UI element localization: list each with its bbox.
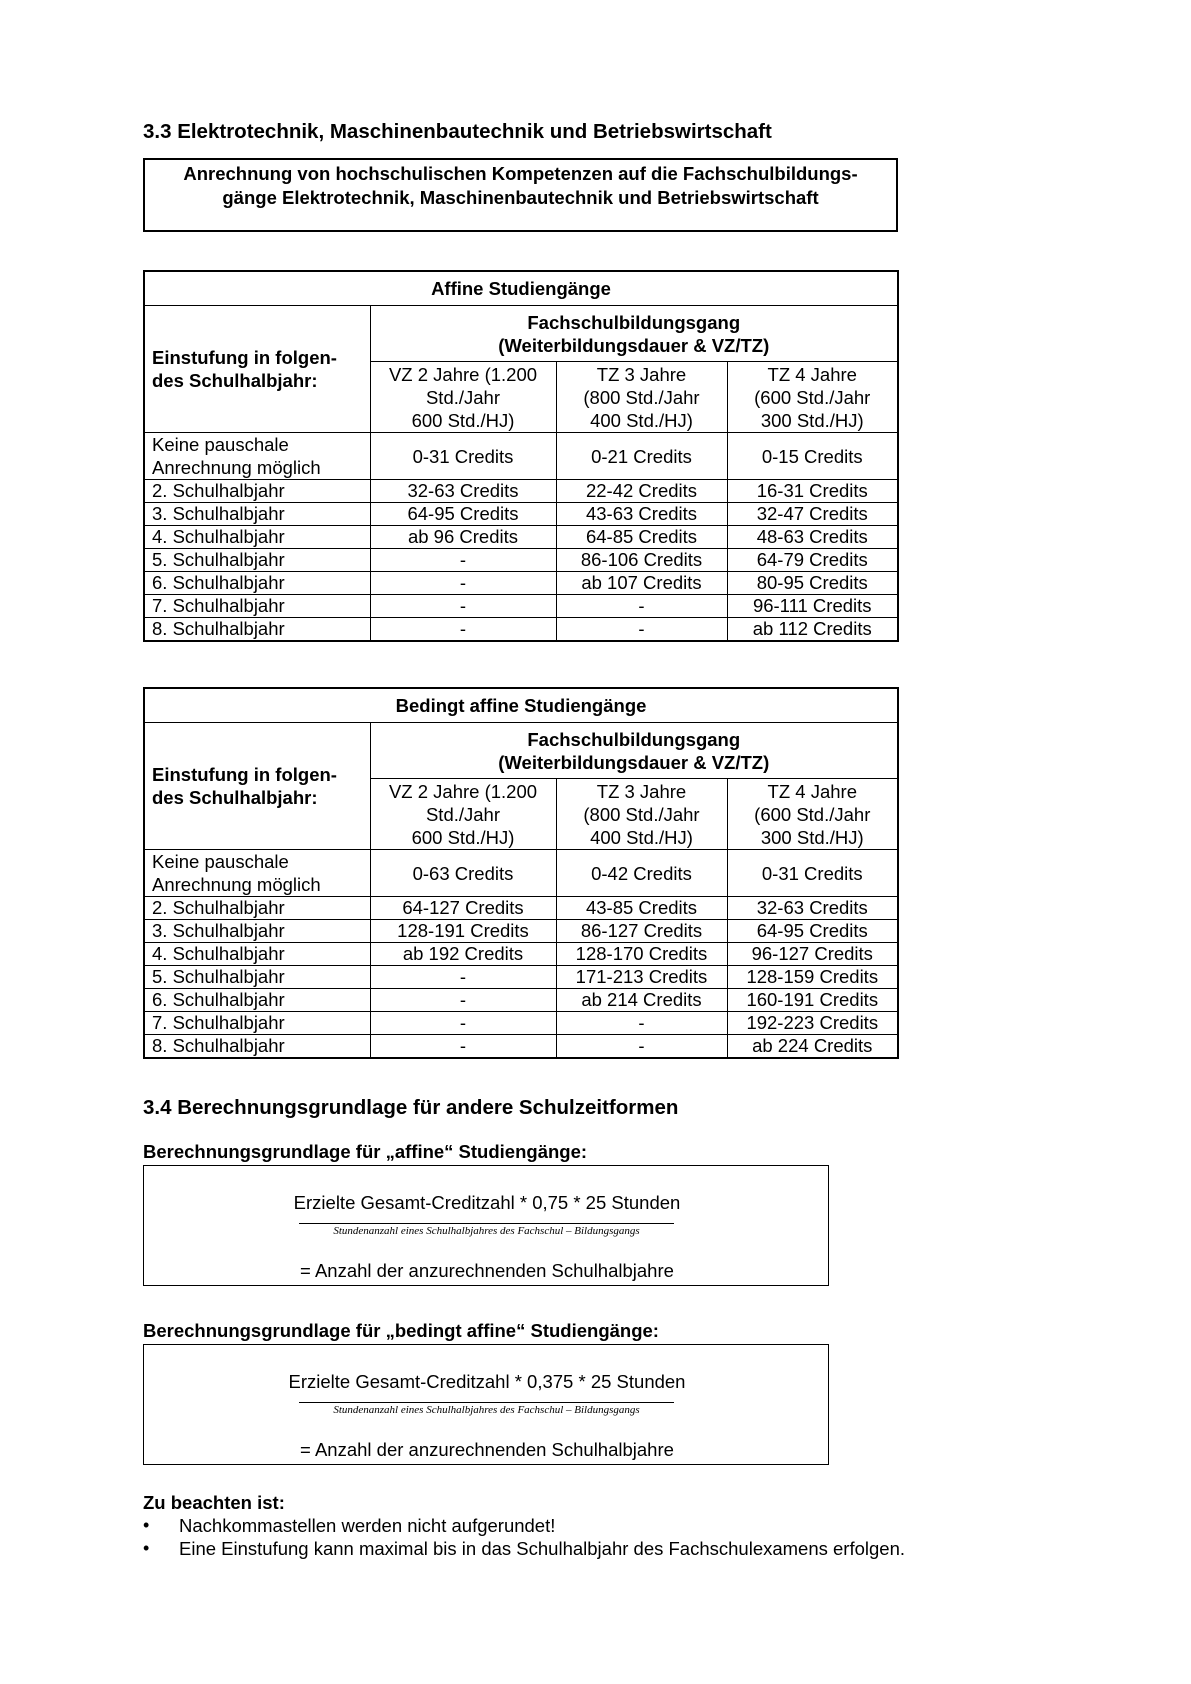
cell: 0-21 Credits <box>556 433 727 480</box>
cell: 22-42 Credits <box>556 480 727 503</box>
cell: ab 112 Credits <box>727 618 898 642</box>
fachschul-header <box>370 306 898 362</box>
cell: 64-95 Credits <box>727 920 898 943</box>
cell: 128-170 Credits <box>556 943 727 966</box>
row-label: 2. Schulhalbjahr <box>144 480 370 503</box>
cell: - <box>556 618 727 642</box>
row-label: 2. Schulhalbjahr <box>144 897 370 920</box>
cell: 192-223 Credits <box>727 1012 898 1035</box>
table-row <box>144 595 898 618</box>
einstufung-line-1: Einstufung in folgen- <box>152 347 337 368</box>
row-label: 3. Schulhalbjahr <box>144 920 370 943</box>
table-row <box>144 1012 898 1035</box>
list-item <box>143 1514 905 1537</box>
cell: - <box>556 1035 727 1059</box>
row-label: 6. Schulhalbjahr <box>144 989 370 1012</box>
cell: 48-63 Credits <box>727 526 898 549</box>
cell: 32-63 Credits <box>370 480 556 503</box>
cell: 0-63 Credits <box>370 850 556 897</box>
row-label: 8. Schulhalbjahr <box>144 1035 370 1059</box>
cell: 171-213 Credits <box>556 966 727 989</box>
row-label: 7. Schulhalbjahr <box>144 595 370 618</box>
row-label: 4. Schulhalbjahr <box>144 943 370 966</box>
table-row <box>144 503 898 526</box>
einstufung-line-2: des Schulhalbjahr: <box>152 370 318 391</box>
table-caption: Affine Studiengänge <box>144 271 898 306</box>
row-label-keine: Keine pauschale Anrechnung möglich <box>144 850 370 897</box>
cell: 64-95 Credits <box>370 503 556 526</box>
cell: - <box>370 595 556 618</box>
cell: - <box>556 595 727 618</box>
cell: - <box>370 1012 556 1035</box>
fachschul-header <box>370 723 898 779</box>
notes-section <box>143 1491 905 1560</box>
table-row <box>144 920 898 943</box>
column-header-tz3: TZ 3 Jahre (800 Std./Jahr 400 Std./HJ) <box>556 779 727 850</box>
note-text: Eine Einstufung kann maximal bis in das Schulhalbjahr des Fachschulexamens erfolgen. <box>179 1538 906 1559</box>
cell: ab 96 Credits <box>370 526 556 549</box>
column-header-tz4: TZ 4 Jahre (600 Std./Jahr 300 Std./HJ) <box>727 779 898 850</box>
formula-result: = Anzahl der anzurechnenden Schulhalbjahre <box>300 1439 674 1460</box>
cell: 32-47 Credits <box>727 503 898 526</box>
section-heading-3-3: 3.3 Elektrotechnik, Maschinenbautechnik und Betriebswirtschaft <box>143 120 772 143</box>
row-label: 8. Schulhalbjahr <box>144 618 370 642</box>
table-row <box>144 526 898 549</box>
credits-table-bedingt-affine <box>143 687 899 1059</box>
row-label: 7. Schulhalbjahr <box>144 1012 370 1035</box>
einstufung-header <box>144 723 370 850</box>
bullet-icon: • <box>143 1538 150 1558</box>
row-label: 6. Schulhalbjahr <box>144 572 370 595</box>
formula-box-affine <box>143 1165 829 1286</box>
row-label: 3. Schulhalbjahr <box>144 503 370 526</box>
cell: ab 192 Credits <box>370 943 556 966</box>
title-box-line-2: gänge Elektrotechnik, Maschinenbautechnik und Betriebswirtschaft <box>222 187 819 208</box>
table-row <box>144 572 898 595</box>
cell: 128-159 Credits <box>727 966 898 989</box>
table-row <box>144 989 898 1012</box>
formula-numerator: Erzielte Gesamt-Creditzahl * 0,75 * 25 Stunden <box>293 1192 681 1213</box>
fachschul-line-2: (Weiterbildungsdauer & VZ/TZ) <box>498 751 770 773</box>
cell: 64-79 Credits <box>727 549 898 572</box>
cell: - <box>370 549 556 572</box>
cell: 64-127 Credits <box>370 897 556 920</box>
cell: 80-95 Credits <box>727 572 898 595</box>
cell: ab 224 Credits <box>727 1035 898 1059</box>
formula-result: = Anzahl der anzurechnenden Schulhalbjahre <box>300 1260 674 1281</box>
cell: - <box>370 572 556 595</box>
row-label: 4. Schulhalbjahr <box>144 526 370 549</box>
notes-heading: Zu beachten ist: <box>143 1492 285 1513</box>
title-box-line-1: Anrechnung von hochschulischen Kompetenzen auf die Fachschulbildungs- <box>183 163 858 184</box>
list-item <box>143 1537 905 1560</box>
section-heading-3-4: 3.4 Berechnungsgrundlage für andere Schulzeitformen <box>143 1096 679 1119</box>
cell: - <box>370 966 556 989</box>
formula-denominator: Stundenanzahl eines Schulhalbjahres des Fachschul – Bildungsgangs <box>299 1402 674 1416</box>
fachschul-line-2: (Weiterbildungsdauer & VZ/TZ) <box>498 334 770 356</box>
cell: 64-85 Credits <box>556 526 727 549</box>
cell: - <box>370 618 556 642</box>
table-row <box>144 943 898 966</box>
table-row <box>144 966 898 989</box>
table-row <box>144 1035 898 1059</box>
cell: 96-111 Credits <box>727 595 898 618</box>
row-label-keine: Keine pauschale Anrechnung möglich <box>144 433 370 480</box>
cell: 32-63 Credits <box>727 897 898 920</box>
cell: 86-106 Credits <box>556 549 727 572</box>
table-row <box>144 897 898 920</box>
cell: 43-85 Credits <box>556 897 727 920</box>
table-row <box>144 480 898 503</box>
bullet-icon: • <box>143 1515 150 1535</box>
column-header-vz2: VZ 2 Jahre (1.200 Std./Jahr 600 Std./HJ) <box>370 362 556 433</box>
formula-label-affine: Berechnungsgrundlage für „affine“ Studiengänge: <box>143 1141 588 1162</box>
cell: 0-31 Credits <box>727 850 898 897</box>
cell: 96-127 Credits <box>727 943 898 966</box>
cell: 16-31 Credits <box>727 480 898 503</box>
einstufung-line-1: Einstufung in folgen- <box>152 764 337 785</box>
cell: - <box>370 1035 556 1059</box>
cell: 0-15 Credits <box>727 433 898 480</box>
table-row <box>144 618 898 642</box>
cell: ab 214 Credits <box>556 989 727 1012</box>
credits-table-affine <box>143 270 899 642</box>
column-header-tz3: TZ 3 Jahre (800 Std./Jahr 400 Std./HJ) <box>556 362 727 433</box>
cell: - <box>370 989 556 1012</box>
formula-label-bedingt-affine: Berechnungsgrundlage für „bedingt affine“ Studiengänge: <box>143 1320 659 1341</box>
cell: 0-42 Credits <box>556 850 727 897</box>
cell: 0-31 Credits <box>370 433 556 480</box>
note-text: Nachkommastellen werden nicht aufgerundet! <box>179 1515 556 1536</box>
einstufung-header <box>144 306 370 433</box>
column-header-vz2: VZ 2 Jahre (1.200 Std./Jahr 600 Std./HJ) <box>370 779 556 850</box>
title-box <box>143 158 898 232</box>
column-header-tz4: TZ 4 Jahre (600 Std./Jahr 300 Std./HJ) <box>727 362 898 433</box>
formula-box-bedingt-affine <box>143 1344 829 1465</box>
fachschul-line-1: Fachschulbildungsgang <box>527 728 741 750</box>
cell: 160-191 Credits <box>727 989 898 1012</box>
formula-denominator: Stundenanzahl eines Schulhalbjahres des Fachschul – Bildungsgangs <box>299 1223 674 1237</box>
table-caption: Bedingt affine Studiengänge <box>144 688 898 723</box>
formula-numerator: Erzielte Gesamt-Creditzahl * 0,375 * 25 Stunden <box>288 1371 686 1392</box>
row-label: 5. Schulhalbjahr <box>144 549 370 572</box>
row-label: 5. Schulhalbjahr <box>144 966 370 989</box>
cell: ab 107 Credits <box>556 572 727 595</box>
cell: 86-127 Credits <box>556 920 727 943</box>
notes-list <box>143 1514 905 1560</box>
cell: 128-191 Credits <box>370 920 556 943</box>
table-row <box>144 549 898 572</box>
einstufung-line-2: des Schulhalbjahr: <box>152 787 318 808</box>
cell: - <box>556 1012 727 1035</box>
fachschul-line-1: Fachschulbildungsgang <box>527 311 741 333</box>
cell: 43-63 Credits <box>556 503 727 526</box>
